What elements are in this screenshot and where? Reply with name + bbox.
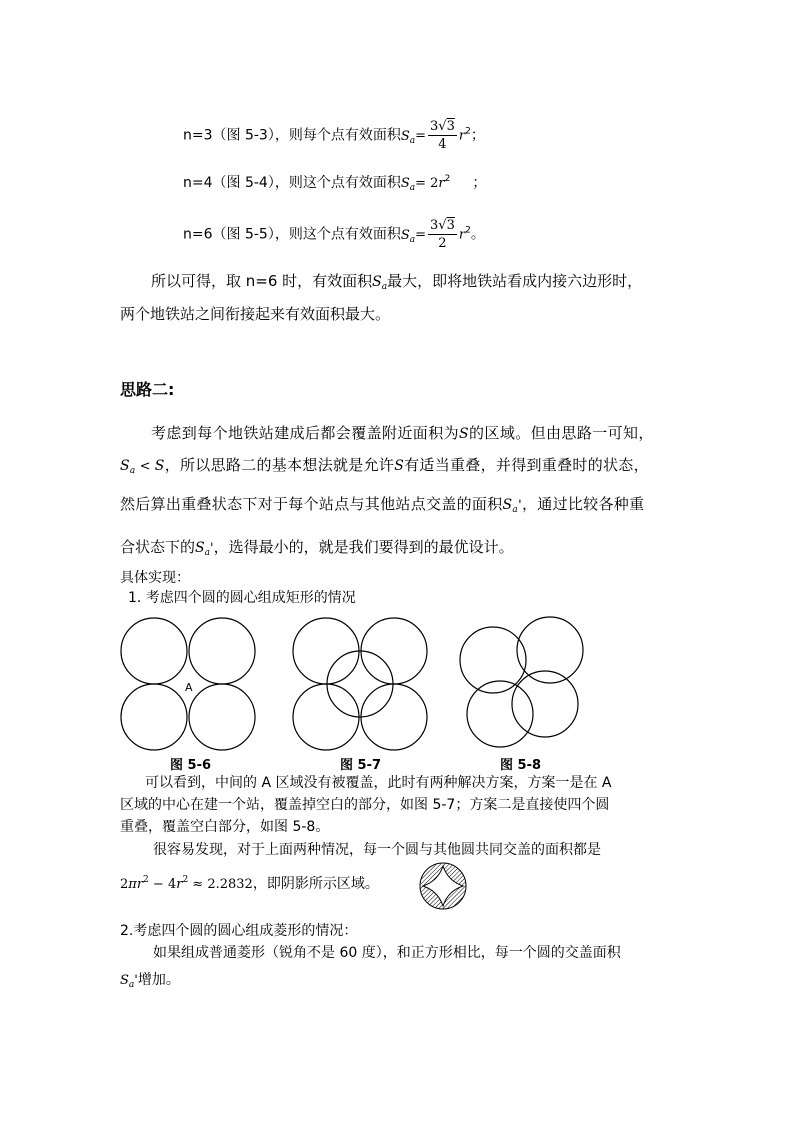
conclusion-line1: 所以可得，取 n=6 时，有效面积$S_a$最大，即将地铁站看成内接六边形时， [151, 272, 643, 292]
conclusion-line2: 两个地铁站之间衔接起来有效面积最大。 [120, 305, 391, 323]
shaded-region-figure [418, 861, 468, 911]
formula-text: n=3（图 5-3），则每个点有效面积 [183, 127, 401, 144]
region-a-label: A [185, 681, 193, 694]
equals: = 2 [415, 176, 439, 191]
var-r: r [458, 227, 466, 243]
impl-item2: 2.考虑四个圆的圆心组成菱形的情况： [120, 923, 358, 939]
fraction: $\frac{3√3}{4}$ [430, 119, 455, 152]
para-c-line2: $S_a'$增加。 [120, 972, 180, 990]
formula-text: n=6（图 5-5），则这个点有效面积 [183, 226, 401, 243]
punct: 。 [470, 226, 485, 243]
section2-line4: 合状态下的$S_a'$，选得最小的，就是我们要得到的最优设计。 [120, 538, 514, 558]
punct: ； [470, 127, 485, 144]
formula-n4: n=4（图 5-4），则这个点有效面积$S_a= 2r^2$ ； [183, 174, 487, 193]
equals: = [415, 227, 427, 243]
sa-symbol: $S_a$ [400, 128, 416, 146]
para-a-line3: 重叠，覆盖空白部分，如图 5-8。 [120, 819, 330, 835]
caption-5-8: 图 5-8 [500, 758, 542, 773]
figure-5-7 [290, 614, 430, 754]
para-a-line1: 可以看到，中间的 A 区域没有被覆盖，此时有两种解决方案，方案一是在 A [145, 775, 612, 791]
para-b-line1: 很容易发现，对于上面两种情况，每一个圆与其他圆共同交盖的面积都是 [153, 842, 601, 858]
para-c-line1: 如果组成普通菱形（锐角不是 60 度），和正方形相比，每一个圆的交盖面积 [153, 945, 621, 961]
sa-symbol: $S_a$ [400, 176, 416, 193]
para-a-line2: 区域的中心在建一个站，覆盖掉空白的部分，如图 5-7；方案二是直接使四个圆 [120, 797, 610, 813]
caption-5-7: 图 5-7 [340, 758, 382, 773]
fraction: $\frac{3√3}{2}$ [430, 218, 455, 251]
formula-text: n=4（图 5-4），则这个点有效面积 [183, 175, 401, 191]
impl-title: 具体实现： [120, 570, 190, 586]
formula-n3: n=3（图 5-3），则每个点有效面积$S_a=$ $\frac{3√3}{4}$ $r^2$； [183, 119, 485, 152]
caption-5-6: 图 5-6 [170, 758, 212, 773]
impl-item1: 1. 考虑四个圆的圆心组成矩形的情况 [128, 590, 356, 606]
equals: = [415, 128, 427, 144]
section2-line3: 然后算出重叠状态下对于每个站点与其他站点交盖的面积$S_a'$，通过比较各种重 [120, 495, 645, 515]
section-heading: 思路二: [120, 380, 175, 399]
section2-line1: 考虑到每个地铁站建成后都会覆盖附近面积为S的区域。但由思路一可知， [151, 424, 654, 442]
var-r: r [438, 176, 445, 191]
formula-n6: n=6（图 5-5），则这个点有效面积$S_a=$ $\frac{3√3}{2}$ $r^2$。 [183, 218, 485, 251]
punct: ； [472, 175, 487, 191]
area-formula: $2\pi r^2 - 4r^2 \approx 2.2832$ [120, 875, 253, 892]
para-b-line2: $2\pi r^2 - 4r^2 \approx 2.2832$，即阴影所示区域。 [120, 875, 379, 892]
sa-symbol: $S_a$ [400, 227, 416, 245]
figure-5-8 [455, 612, 595, 752]
var-r: r [458, 128, 466, 144]
section2-line2: $S_a < S$，所以思路二的基本想法就是允许S有适当重叠，并得到重叠时的状态， [120, 456, 649, 476]
